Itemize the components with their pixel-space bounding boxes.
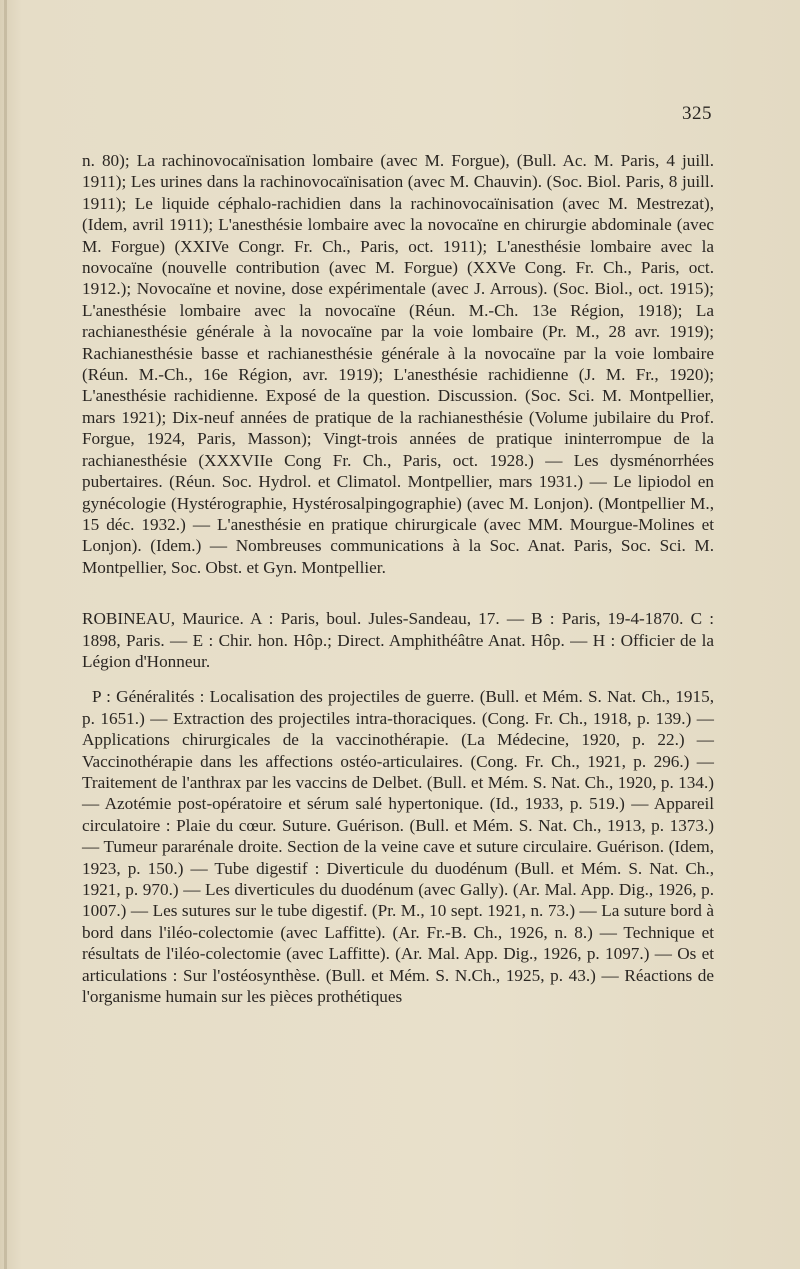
page-gutter [4,0,7,1269]
paragraph-entry-robineau: ROBINEAU, Maurice. A : Paris, boul. Jules-Sandeau, 17. — B : Paris, 19-4-1870. C : 1898, Paris. — E : Chir. hon. Hôp.; Direct. Amphithéâtre Anat. Hôp. — H : Officier de la Légion d'Honneur. [82,609,714,671]
page-content [82,150,714,1007]
page-number: 325 [682,103,712,124]
paragraph-publications: P : Généralités : Localisation des projectiles de guerre. (Bull. et Mém. S. Nat. Ch., 1915, p. 1651.) — Extraction des projectiles intra-thoraciques. (Cong. Fr. Ch., 1918, p. 139.) — Applications chirurgicales de la vaccinothérapie. (La Médecine, 1920, p. 22.) — Vaccinothérapie dans les affections ostéo-articulaires. (Cong. Fr. Ch., 1921, p. 296.) — Traitement de l'anthrax par les vaccins de Delbet. (Bull. et Mém. S. Nat. Ch., 1920, p. 134.) — Azotémie post-opératoire et sérum salé hypertonique. (Id., 1933, p. 519.) — Appareil circulatoire : Plaie du cœur. Suture. Guérison. (Bull. et Mém. S. Nat. Ch., 1913, p. 1373.) — Tumeur pararénale droite. Section de la veine cave et suture circulaire. Guérison. (Idem, 1923, p. 150.) — Tube digestif : Diverticule du duodénum (Bull. et Mém. S. Nat. Ch., 1921, p. 970.) — Les diverticules du duodénum (avec Gally). (Ar. Mal. App. Dig., 1926, p. 1007.) — Les sutures sur le tube digestif. (Pr. M., 10 sept. 1921, n. 73.) — La suture bord à bord dans l'iléo-colectomie (avec Laffitte). (Ar. Fr.-B. Ch., 1926, n. 8.) — Technique et résultats de l'iléo-colectomie (avec Laffitte). (Ar. Mal. App. Dig., 1926, p. 1097.) — Os et articulations : Sur l'ostéosynthèse. (Bull. et Mém. S. N.Ch., 1925, p. 43.) — Réactions de l'organisme humain sur les pièces prothétiques [82,687,714,1007]
paragraph-bibliography-continued: n. 80); La rachinovocaïnisation lombaire (avec M. Forgue), (Bull. Ac. M. Paris, 4 juill. 1911); Les urines dans la rachinovocaïnisation (avec M. Chauvin). (Soc. Biol. Paris, 8 juill. 1911); Le liquide céphalo-rachidien dans la rachinovocaïnisation (avec M. Mestrezat), (Idem, avril 1911); L'anesthésie lombaire avec la novocaïne en chirurgie abdominale (avec M. Forgue) (XXIVe Congr. Fr. Ch., Paris, oct. 1911); L'anesthésie lombaire avec la novocaïne (nouvelle contribution (avec M. Forgue) (XXVe Cong. Fr. Ch., Paris, oct. 1912.); Novocaïne et novine, dose expérimentale (avec J. Arrous). (Soc. Biol., oct. 1915); L'anesthésie lombaire avec la novocaïne (Réun. M.-Ch. 13e Région, 1918); La rachianesthésie générale à la novocaïne par la voie lombaire (Pr. M., 28 avr. 1919); Rachianesthésie basse et rachianesthésie générale à la novocaïne par la voie lombaire (Réun. M.-Ch., 16e Région, avr. 1919); L'anesthésie rachidienne (J. M. Fr., 1920); L'anesthésie rachidienne. Exposé de la question. Discussion. (Soc. Sci. M. Montpellier, mars 1921); Dix-neuf années de pratique de la rachianesthésie (Volume jubilaire du Prof. Forgue, 1924, Paris, Masson); Vingt-trois années de pratique ininterrompue de la rachianesthésie (XXXVIIe Cong Fr. Ch., Paris, oct. 1928.) — Les dysménorrhées pubertaires. (Réun. Soc. Hydrol. et Climatol. Montpellier, mars 1931.) — Le lipiodol en gynécologie (Hystérographie, Hystérosalpingographie) (avec M. Lonjon). (Montpellier M., 15 déc. 1932.) — L'anesthésie en pratique chirurgicale (avec MM. Mourgue-Molines et Lonjon). (Idem.) — Nombreuses communications à la Soc. Anat. Paris, Soc. Sci. M. Montpellier, Soc. Obst. et Gyn. Montpellier. [82,151,714,577]
